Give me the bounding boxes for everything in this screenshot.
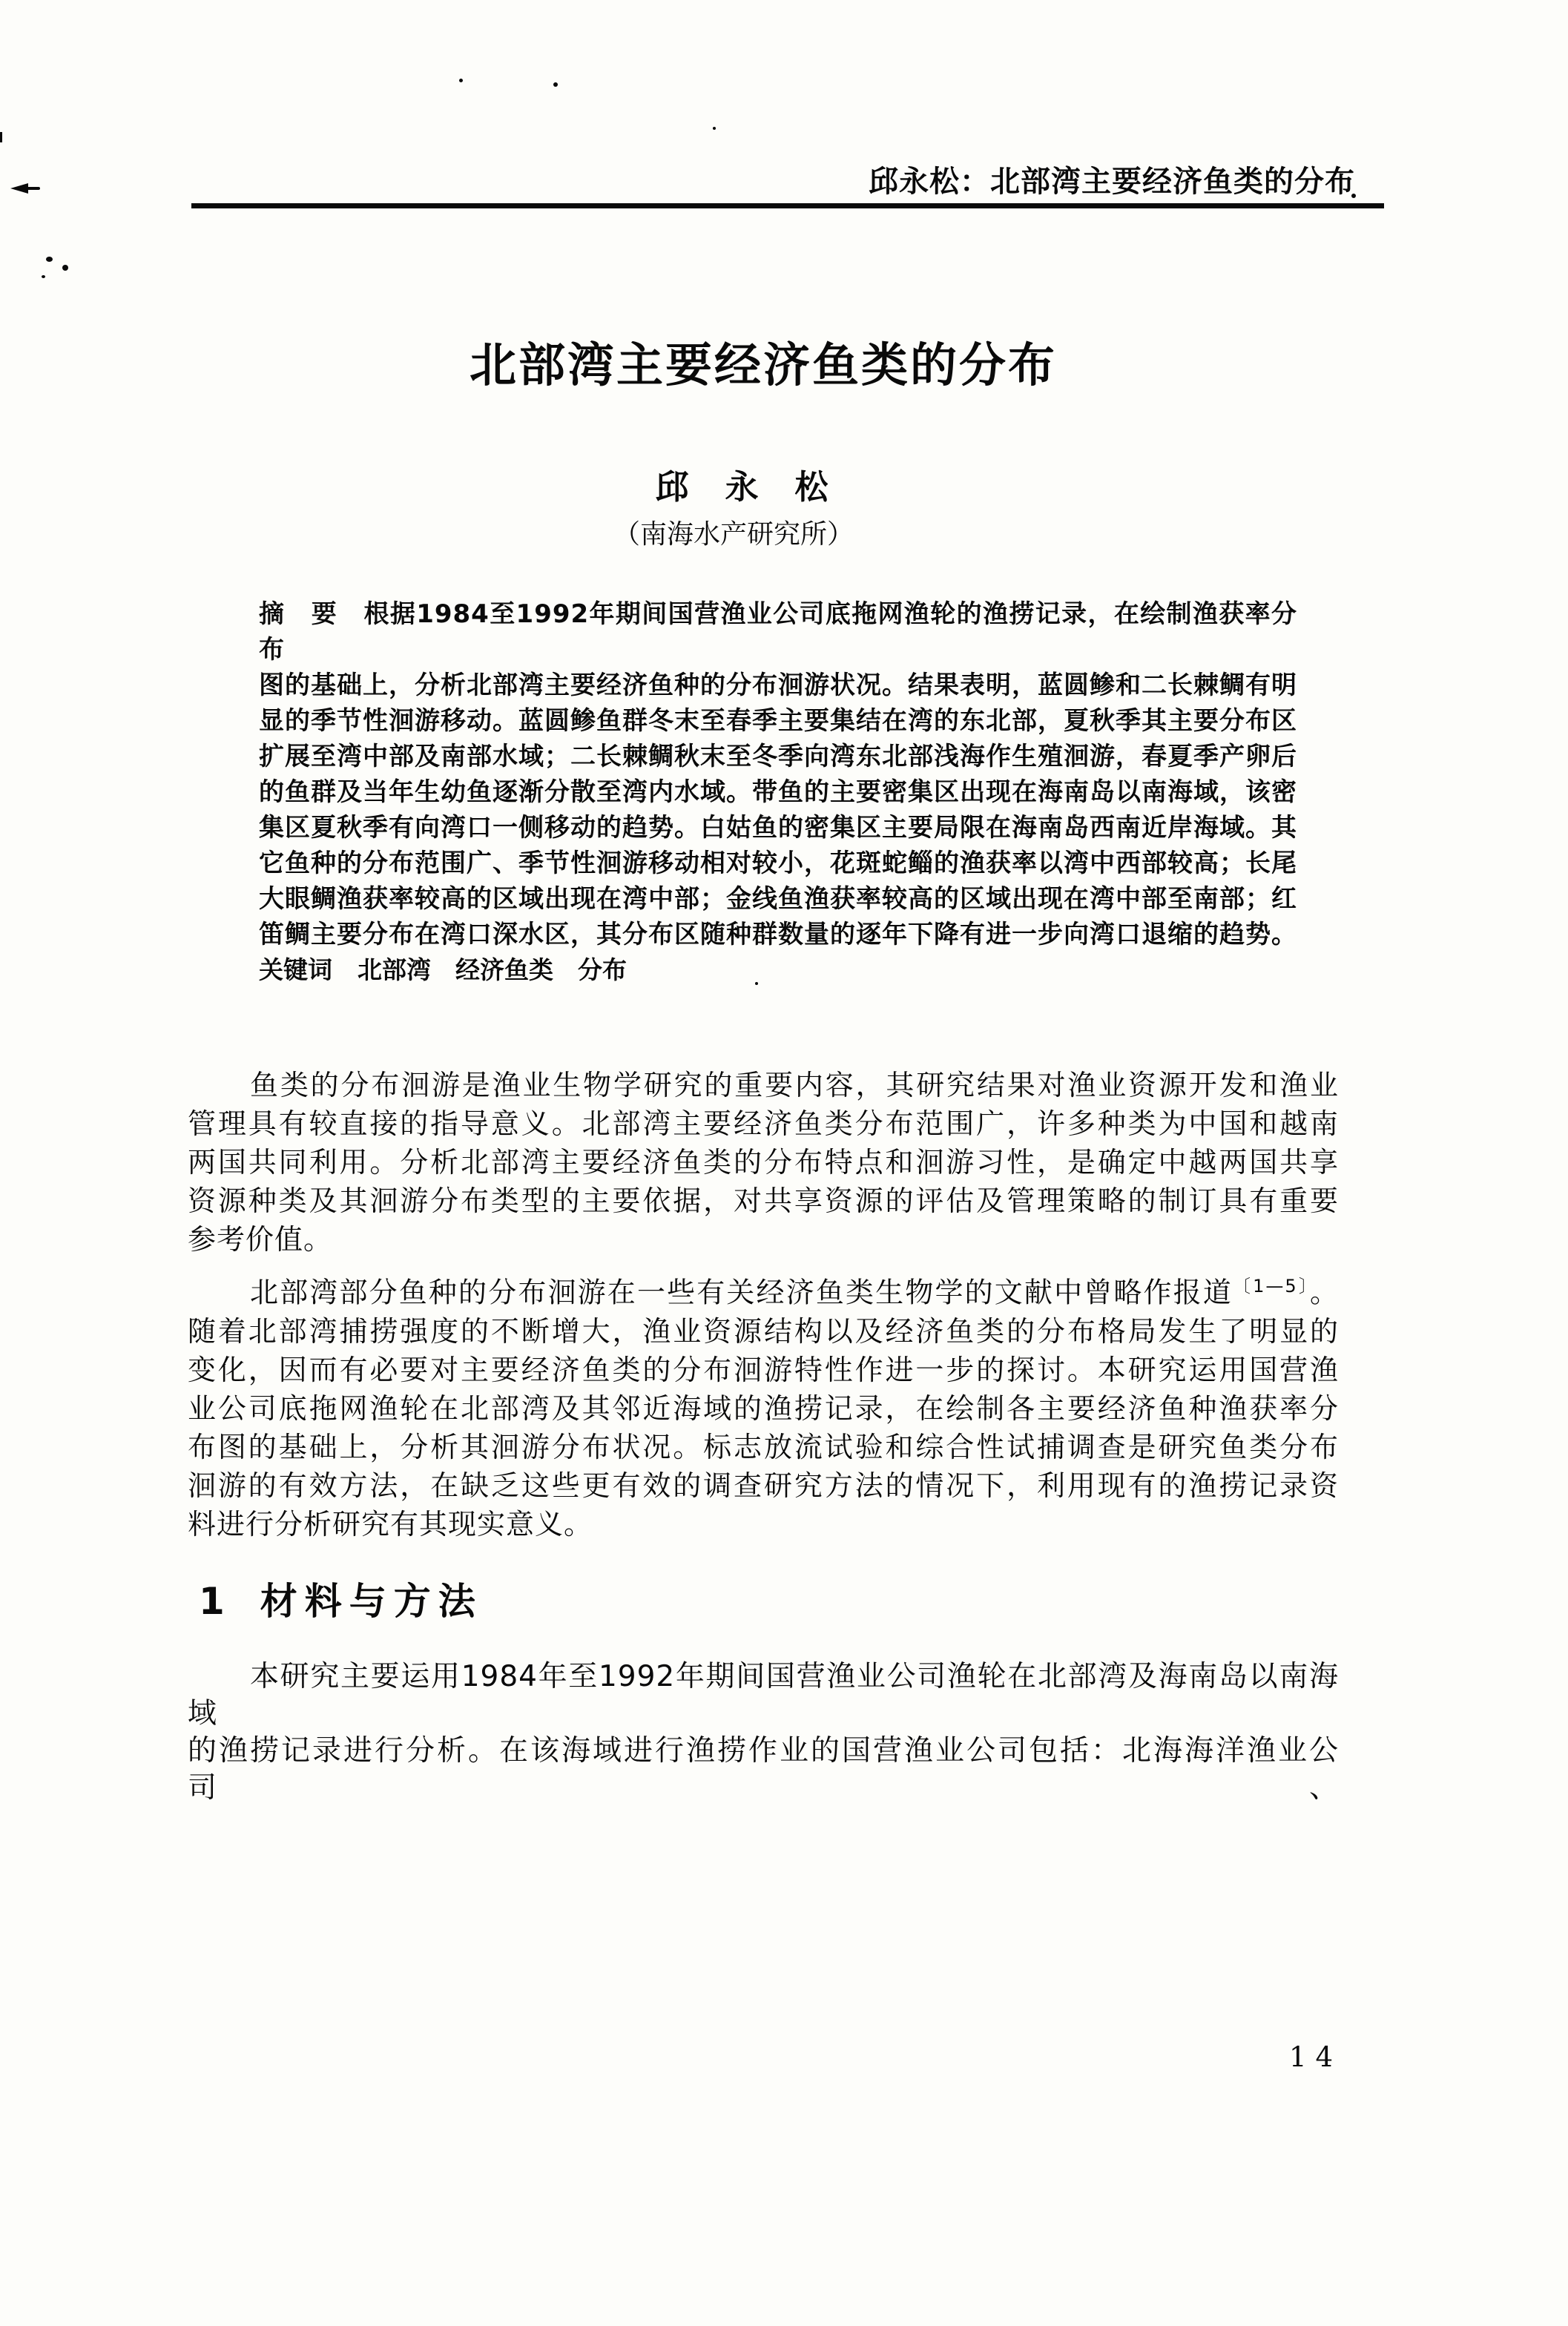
page-number: 14	[1289, 2041, 1343, 2073]
body-line: 的渔捞记录进行分析。在该海域进行渔捞作业的国营渔业公司包括：北海海洋渔业公司、	[188, 1734, 1339, 1805]
abstract-line: 大眼鲷渔获率较高的区域出现在湾中部；金线鱼渔获率较高的区域出现在湾中部至南部；红	[259, 884, 1297, 914]
body-line: 管理具有较直接的指导意义。北部湾主要经济鱼类分布范围广，许多种类为中国和越南	[188, 1107, 1339, 1140]
keywords-row	[259, 951, 627, 986]
body-line: 参考价值。	[188, 1223, 333, 1256]
abstract-line: 它鱼种的分布范围广、季节性洄游移动相对较小，花斑蛇鲻的渔获率以湾中西部较高；长尾	[259, 849, 1297, 878]
ink-speck	[62, 265, 68, 271]
body-line: 布图的基础上，分析其洄游分布状况。标志放流试验和综合性试捕调查是研究鱼类分布	[188, 1430, 1339, 1463]
ink-speck	[755, 982, 758, 985]
section-1-heading	[199, 1580, 483, 1623]
body-line-with-citation	[188, 1267, 1339, 1312]
abstract-line: 扩展至湾中部及南部水域；二长棘鲷秋末至冬季向湾东北部浅海作生殖洄游，春夏季产卵后	[259, 742, 1297, 771]
abstract-line	[259, 596, 1297, 668]
body-line: 鱼类的分布洄游是渔业生物学研究的重要内容，其研究结果对渔业资源开发和渔业	[250, 1069, 1339, 1101]
ink-speck	[42, 275, 45, 278]
abstract-text: 根据1984至1992年期间国营渔业公司底拖网渔轮的渔捞记录，在绘制渔获率分布	[259, 599, 1298, 665]
abstract-line: 笛鲷主要分布在湾口深水区，其分布区随种群数量的逐年下降有进一步向湾口退缩的趋势。	[259, 920, 1297, 949]
body-paragraph-3	[188, 1658, 1339, 1807]
body-line: 业公司底拖网渔轮在北部湾及其邻近海域的渔捞记录，在绘制各主要经济鱼种渔获率分	[188, 1391, 1339, 1425]
abstract-line: 显的季节性洄游移动。蓝圆鲹鱼群冬末至春季主要集结在湾的东北部，夏秋季其主要分布区	[259, 706, 1297, 736]
body-line: 料进行分析研究有其现实意义。	[188, 1507, 593, 1541]
margin-arrow-mark	[10, 183, 28, 194]
author-affiliation: （南海水产研究所）	[613, 519, 854, 550]
author-name: 邱 永 松	[655, 467, 830, 507]
ink-speck	[553, 82, 558, 87]
header-rule	[191, 203, 1384, 208]
body-line: 随着北部湾捕捞强度的不断增大，渔业资源结构以及经济鱼类的分布格局发生了明显的	[188, 1314, 1339, 1348]
body-line: 洄游的有效方法，在缺乏这些更有效的调查研究方法的情况下，利用现有的渔捞记录资	[188, 1469, 1339, 1502]
section-number: 1	[199, 1580, 225, 1623]
body-text: 北部湾部分鱼种的分布洄游在一些有关经济鱼类生物学的文献中曾略作报道	[250, 1276, 1233, 1309]
keywords-text: 北部湾 经济鱼类 分布	[358, 955, 627, 984]
body-line: 两国共同利用。分析北部湾主要经济鱼类的分布特点和洄游习性，是确定中越两国共享	[188, 1146, 1339, 1179]
body-text: 。	[1309, 1276, 1339, 1309]
ink-speck	[713, 127, 716, 130]
body-paragraph-2	[188, 1267, 1339, 1543]
ink-speck	[459, 79, 463, 82]
body-line: 本研究主要运用1984年至1992年期间国营渔业公司渔轮在北部湾及海南岛以南海域	[188, 1660, 1339, 1730]
citation-superscript: 〔1—5〕	[1232, 1276, 1310, 1297]
section-title: 材料与方法	[260, 1580, 483, 1623]
abstract-line: 集区夏秋季有向湾口一侧移动的趋势。白姑鱼的密集区主要局限在海南岛西南近岸海域。其	[259, 813, 1297, 843]
abstract-line: 图的基础上，分析北部湾主要经济鱼种的分布洄游状况。结果表明，蓝圆鲹和二长棘鲷有明	[259, 671, 1297, 700]
body-paragraph-1	[188, 1066, 1339, 1259]
running-title: 邱永松：北部湾主要经济鱼类的分布	[869, 165, 1355, 199]
abstract-block	[259, 596, 1297, 952]
body-line: 变化，因而有必要对主要经济鱼类的分布洄游特性作进一步的探讨。本研究运用国营渔	[188, 1353, 1339, 1386]
paper-title: 北部湾主要经济鱼类的分布	[470, 338, 1057, 392]
body-line: 资源种类及其洄游分布类型的主要依据，对共享资源的评估及管理策略的制订具有重要	[188, 1185, 1339, 1217]
abstract-label: 摘 要	[259, 599, 338, 629]
ink-speck	[46, 257, 53, 262]
margin-arrow-mark-tail	[27, 187, 40, 190]
keywords-label: 关键词	[259, 955, 332, 984]
scan-edge-artifact	[0, 132, 2, 142]
abstract-line: 的鱼群及当年生幼鱼逐渐分散至湾内水域。带鱼的主要密集区出现在海南岛以南海域，该密	[259, 777, 1297, 807]
